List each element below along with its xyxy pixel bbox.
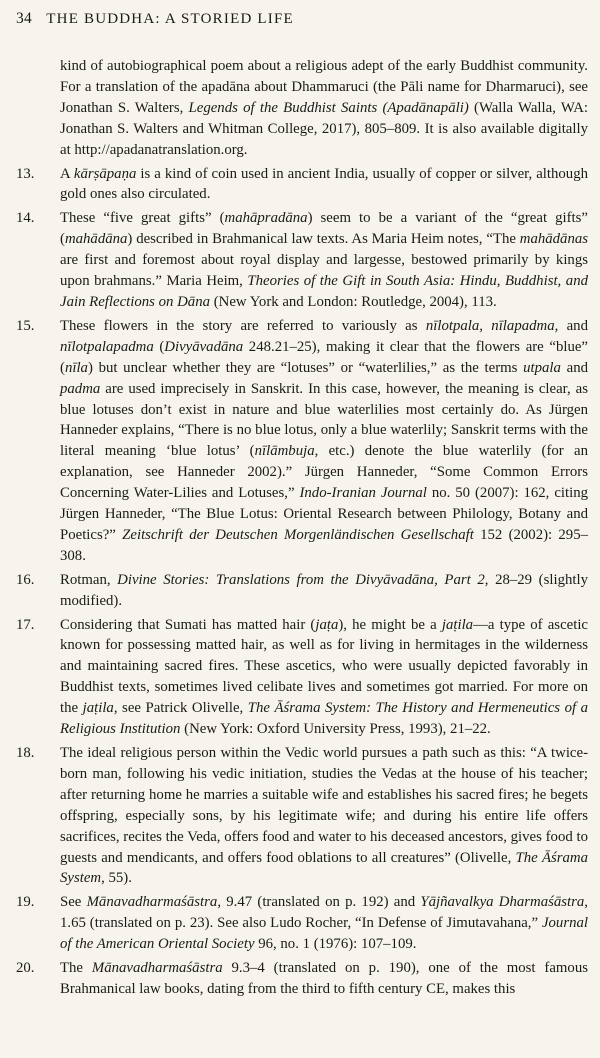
note-number: 18.: [16, 745, 35, 761]
note-text: Rotman, Divine Stories: Translations from the Divyāvadāna, Part 2, 28–29 (slightly modified).: [60, 571, 588, 609]
note-number: 20.: [16, 960, 35, 977]
page-number: 34: [16, 10, 33, 27]
note-text: These flowers in the story are referred to variously as nīlotpala, nīlapadma, and nīlotpalapadma (Divyāvadāna 248.21–25), making it clear that the flowers are “blue” (nīla) but unclear whether they are “lotuses” or “waterlilies,” as the terms utpala and padma are used imprecisely in Sanskrit. In this case, however, the meaning is clear, as blue lotuses don’t exist in nature and blue waterlilies most certainly do. As Jürgen Hanneder explains, “There is no blue lotus, only a blue waterlily; Sanskrit terms with the literal meaning ‘blue lotus’ (nīlāmbuja, etc.) denote the blue waterlily (for an explanation, see Hanneder 2002).” Jürgen Hanneder, “Some Common Errors Concerning Water-Lilies and Lotuses,” Indo-Iranian Journal no. 50 (2007): 162, citing Jürgen Hanneder, “The Blue Lotus: Oriental Research between Philology, Botany and Poetics?” Zeitschrift der Deutschen Morgenländischen Gesellschaft 152 (2002): 295–308.: [60, 317, 589, 564]
note-number: 19.: [16, 894, 35, 911]
note-15: [16, 316, 588, 567]
note-12-continuation: kind of autobiographical poem about a religious adept of the early Buddhist community. For a translation of the apadāna about Dhammaruci (the Pāli name for Dharmaruci), see Jonathan S. Walters, Legends of the Buddhist Saints (Apadānapāli) (Walla Walla, WA: Jonathan S. Walters and Whitman College, 2017), 805–809. It is also available digitally at http://apadanatranslation.org.: [60, 58, 588, 158]
note-number: 15.: [16, 317, 35, 334]
note-16: [16, 570, 588, 612]
note-number: 13.: [16, 165, 35, 182]
note-18: [16, 743, 588, 889]
note-text: See Mānavadharmaśāstra, 9.47 (translated on p. 192) and Yājñavalkya Dharmaśāstra, 1.65 (translated on p. 23). See also Ludo Rocher, “In Defense of Jimutavahana,” Journal of the American Oriental Society 96, no. 1 (1976): 107–109.: [60, 894, 588, 953]
note-13: [16, 164, 588, 206]
note-20: [16, 958, 588, 1000]
running-header: [16, 10, 294, 28]
note-number: 17.: [16, 616, 35, 633]
note-19: [16, 892, 588, 955]
note-14: [16, 208, 588, 313]
note-text: The Mānavadharmaśāstra 9.3–4 (translated on p. 190), one of the most famous Brahmanical law books, dating from the third to fifth century CE, makes this: [60, 960, 588, 997]
note-number: 16.: [16, 571, 35, 588]
note-17: [16, 615, 588, 740]
endnotes: [16, 56, 588, 1003]
running-title: THE BUDDHA: A STORIED LIFE: [46, 11, 294, 27]
note-number: 14.: [16, 210, 35, 227]
note-text: These “five great gifts” (mahāpradāna) seem to be a variant of the “great gifts” (mahādāna) described in Brahmanical law texts. As Maria Heim notes, “The mahādānas are first and foremost about royal display and largesse, bestowed primarily by kings upon brahmans.” Maria Heim, Theories of the Gift in South Asia: Hindu, Buddhist, and Jain Reflections on Dāna (New York and London: Routledge, 2004), 113.: [60, 210, 588, 310]
note-text: The ideal religious person within the Vedic world pursues a path such as this: “A twice-born man, following his vedic initiation, studies the Vedas at the house of his teacher; after returning home he marries a suitable wife and establishes his sacred fires; he begets offspring, especially sons, by his legitimate wife; and during his entire life offers sacrifices, recites the Veda, offers food and water to his deceased ancestors, gives food to guests and mendicants, and offers food oblations to all creatures” (Olivelle, The Āśrama System, 55).: [60, 745, 588, 887]
note-text: A kārṣāpaṇa is a kind of coin used in ancient India, usually of copper or silver, although gold ones also circulated.: [60, 165, 588, 203]
note-text: Considering that Sumati has matted hair (jaṭa), he might be a jaṭila—a type of ascetic known for possessing matted hair, as well as for living in hermitages in the wilderness and maintaining sacred fires. These ascetics, who were usually depicted favorably in Buddhist texts, sometimes lived celibate lives and sometimes got married. For more on the jaṭila, see Patrick Olivelle, The Āśrama System: The History and Hermeneutics of a Religious Institution (New York: Oxford University Press, 1993), 21–22.: [60, 616, 588, 738]
